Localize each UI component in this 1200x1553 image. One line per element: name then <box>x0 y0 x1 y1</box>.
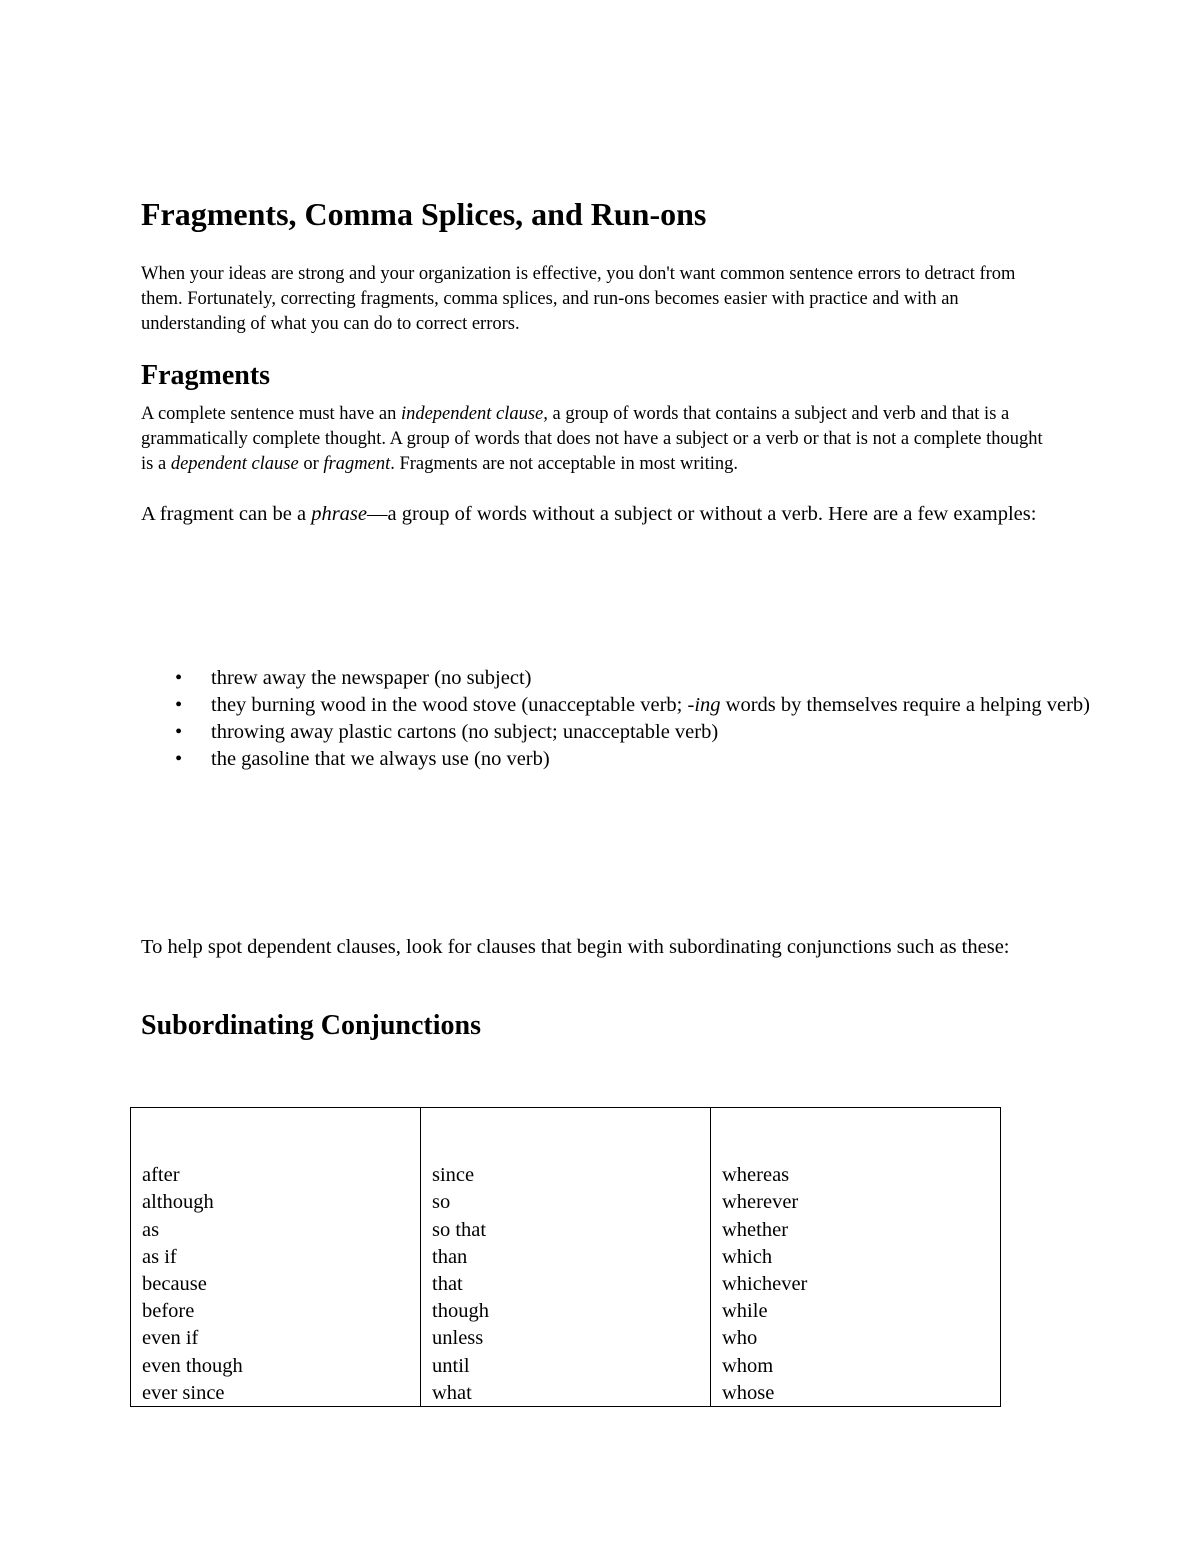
text-run: or <box>298 454 324 474</box>
list-item-text: words by themselves require a helping verb) <box>720 694 1090 716</box>
bullet-icon: • <box>175 694 183 716</box>
conjunction-column <box>711 1162 1000 1407</box>
conjunction-word: since <box>432 1164 475 1187</box>
text-run: —a group of words without a subject or without a verb. Here are a few examples: <box>367 503 1037 525</box>
bullet-icon: • <box>175 748 183 770</box>
conjunction-word: whom <box>722 1354 774 1377</box>
emphasis-ing: -ing <box>687 694 721 716</box>
list-item-text: they burning wood in the wood stove (unacceptable verb; <box>211 694 688 716</box>
bullet-icon: • <box>175 721 183 743</box>
fragment-examples-list <box>141 665 1111 773</box>
conjunction-word: what <box>432 1381 472 1404</box>
conjunction-word: so <box>432 1191 451 1214</box>
list-item <box>175 692 1111 719</box>
list-item <box>175 746 1111 773</box>
table-cell <box>421 1108 711 1407</box>
emphasis-fragment: fragment <box>323 454 391 474</box>
text-run: . Fragments are not acceptable in most writing. <box>390 454 739 474</box>
table-row <box>131 1108 1001 1407</box>
table-cell <box>711 1108 1001 1407</box>
conjunction-word: ever since <box>142 1381 225 1404</box>
page-title: Fragments, Comma Splices, and Run-ons <box>141 196 707 232</box>
bullet-icon: • <box>175 667 183 689</box>
conjunction-word: whether <box>722 1218 789 1241</box>
emphasis-independent-clause: independent clause, <box>400 404 548 424</box>
conjunction-word: whereas <box>722 1164 790 1187</box>
conjunction-word: than <box>432 1245 468 1268</box>
conjunction-word: though <box>432 1300 489 1323</box>
conjunctions-table <box>130 1107 1001 1407</box>
list-item-text: the gasoline that we always use (no verb) <box>211 748 550 770</box>
conjunction-word: even though <box>142 1354 243 1377</box>
conjunction-word: unless <box>432 1327 484 1350</box>
text-run: A fragment can be a <box>141 503 312 525</box>
fragments-heading: Fragments <box>141 360 271 391</box>
conjunction-word: before <box>142 1300 195 1323</box>
conjunction-word: until <box>432 1354 470 1377</box>
conjunction-word: even if <box>142 1327 199 1350</box>
conjunction-word: who <box>722 1327 758 1350</box>
conjunction-word: because <box>142 1272 207 1295</box>
conjunction-word: whose <box>722 1381 775 1404</box>
list-item-text: throwing away plastic cartons (no subject; unacceptable verb) <box>211 721 719 743</box>
list-item <box>175 665 1111 692</box>
subordinating-conjunctions-heading: Subordinating Conjunctions <box>141 1010 482 1041</box>
intro-paragraph: When your ideas are strong and your organization is effective, you don't want common sentence errors to detract from them. Fortunately, correcting fragments, comma splices, and run-ons becomes easier with practice and with an understanding of what you can do to correct errors. <box>141 264 1016 334</box>
conjunction-word: so that <box>432 1218 487 1241</box>
conjunction-word: as if <box>142 1245 177 1268</box>
text-run: A complete sentence must have an <box>141 404 401 424</box>
list-item <box>175 719 1111 746</box>
conjunction-word: which <box>722 1245 773 1268</box>
text-run: a group of words that contains a subject and verb and that is a grammatically complete thought. A group of words that does not have a subject or a verb or that is not a complete thought is a <box>141 404 1043 474</box>
conjunction-word: wherever <box>722 1191 799 1214</box>
conjunction-word: as <box>142 1218 160 1241</box>
table-cell <box>131 1108 421 1407</box>
emphasis-dependent-clause: dependent clause <box>170 454 299 474</box>
list-item-text: threw away the newspaper (no subject) <box>211 667 532 689</box>
conjunction-word: that <box>432 1272 463 1295</box>
fragments-definition-paragraph <box>141 402 1056 477</box>
conjunction-word: while <box>722 1300 768 1323</box>
fragments-phrase-paragraph <box>141 501 1046 528</box>
conjunction-column <box>421 1162 710 1407</box>
conjunction-word: although <box>142 1191 214 1214</box>
conjunction-word: whichever <box>722 1272 808 1295</box>
emphasis-phrase: phrase <box>311 503 367 525</box>
help-paragraph: To help spot dependent clauses, look for clauses that begin with subordinating conjunctions such as these: <box>141 936 1010 958</box>
conjunction-column <box>131 1162 420 1407</box>
conjunction-word: after <box>142 1164 180 1187</box>
